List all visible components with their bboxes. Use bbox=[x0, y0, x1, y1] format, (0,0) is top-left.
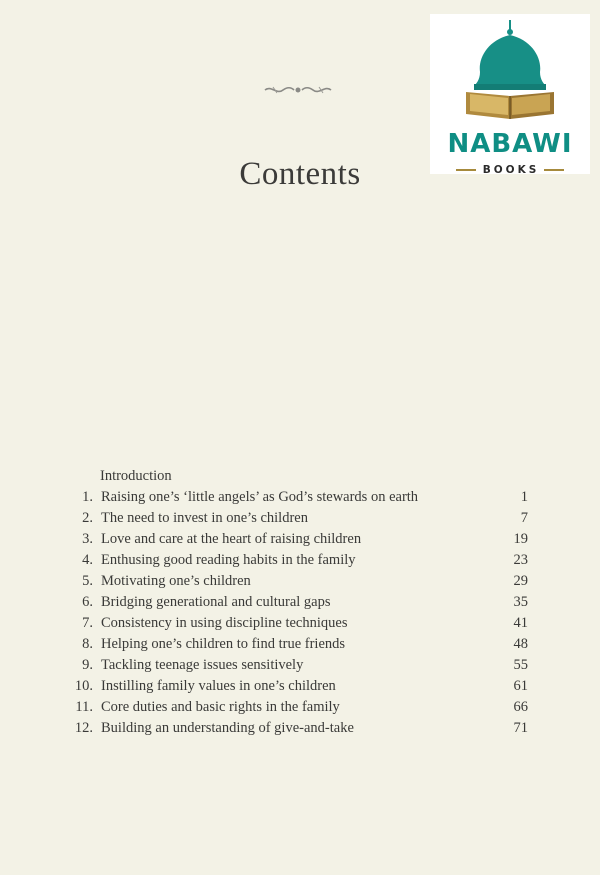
toc-entry-page: 55 bbox=[513, 657, 528, 673]
toc-entry-number: 6. bbox=[82, 594, 93, 610]
toc-entry-title: Building an understanding of give-and-take bbox=[101, 720, 354, 736]
toc-entry-number: 3. bbox=[82, 531, 93, 547]
toc-entry-page: 29 bbox=[513, 573, 528, 589]
toc-entry-page: 66 bbox=[513, 699, 528, 715]
toc-entry-title: Consistency in using discipline techniques bbox=[101, 615, 348, 631]
table-of-contents bbox=[0, 487, 600, 739]
toc-entry-title: Raising one’s ‘little angels’ as God’s stewards on earth bbox=[101, 489, 419, 505]
toc-entry-page: 35 bbox=[513, 594, 528, 610]
toc-entry bbox=[0, 613, 600, 634]
toc-entry-title: Tackling teenage issues sensitively bbox=[101, 657, 304, 673]
toc-entry-page: 7 bbox=[520, 510, 528, 526]
toc-entry-title: Helping one’s children to find true friends bbox=[101, 636, 346, 652]
toc-entry bbox=[0, 634, 600, 655]
toc-entry-page: 19 bbox=[513, 531, 528, 547]
toc-entry bbox=[0, 718, 600, 739]
dome-book-icon bbox=[430, 14, 590, 124]
toc-entry bbox=[0, 550, 600, 571]
toc-entry-page: 1 bbox=[520, 489, 528, 505]
toc-entry-number: 8. bbox=[82, 636, 93, 652]
logo-subtitle: BOOKS bbox=[482, 164, 540, 176]
toc-entry-title: Bridging generational and cultural gaps bbox=[101, 594, 331, 610]
toc-entry bbox=[0, 487, 600, 508]
toc-entry-number: 4. bbox=[82, 552, 93, 568]
toc-entry bbox=[0, 592, 600, 613]
toc-entry-page: 41 bbox=[513, 615, 528, 631]
toc-entry-page: 71 bbox=[513, 720, 528, 736]
toc-entry bbox=[0, 676, 600, 697]
toc-entry-number: 7. bbox=[82, 615, 93, 631]
toc-entry bbox=[0, 571, 600, 592]
toc-entry-page: 48 bbox=[513, 636, 528, 652]
toc-entry bbox=[0, 529, 600, 550]
toc-entry-page: 61 bbox=[513, 678, 528, 694]
toc-entry bbox=[0, 697, 600, 718]
toc-entry-title: Core duties and basic rights in the family bbox=[101, 699, 340, 715]
toc-entry-number: 10. bbox=[74, 678, 93, 694]
toc-entry-number: 2. bbox=[82, 510, 93, 526]
logo-wordmark: NABAWI bbox=[447, 129, 573, 159]
toc-entry-title: Love and care at the heart of raising children bbox=[101, 531, 362, 547]
toc-entry-title: Motivating one’s children bbox=[101, 573, 251, 589]
toc-entry bbox=[0, 655, 600, 676]
toc-introduction: Introduction bbox=[100, 468, 172, 484]
toc-entry-page: 23 bbox=[513, 552, 528, 568]
nabawi-books-logo bbox=[430, 14, 590, 174]
toc-entry-number: 5. bbox=[82, 573, 93, 589]
toc-entry bbox=[0, 508, 600, 529]
toc-entry-title: The need to invest in one’s children bbox=[101, 510, 308, 526]
toc-entry-number: 9. bbox=[82, 657, 93, 673]
toc-entry-number: 11. bbox=[75, 699, 93, 715]
page-title: Contents bbox=[239, 156, 361, 192]
toc-entry-title: Instilling family values in one’s children bbox=[101, 678, 336, 694]
toc-entry-title: Enthusing good reading habits in the family bbox=[101, 552, 356, 568]
toc-entry-number: 12. bbox=[74, 720, 93, 736]
toc-entry-number: 1. bbox=[82, 489, 93, 505]
fleuron-ornament-icon bbox=[263, 83, 333, 97]
